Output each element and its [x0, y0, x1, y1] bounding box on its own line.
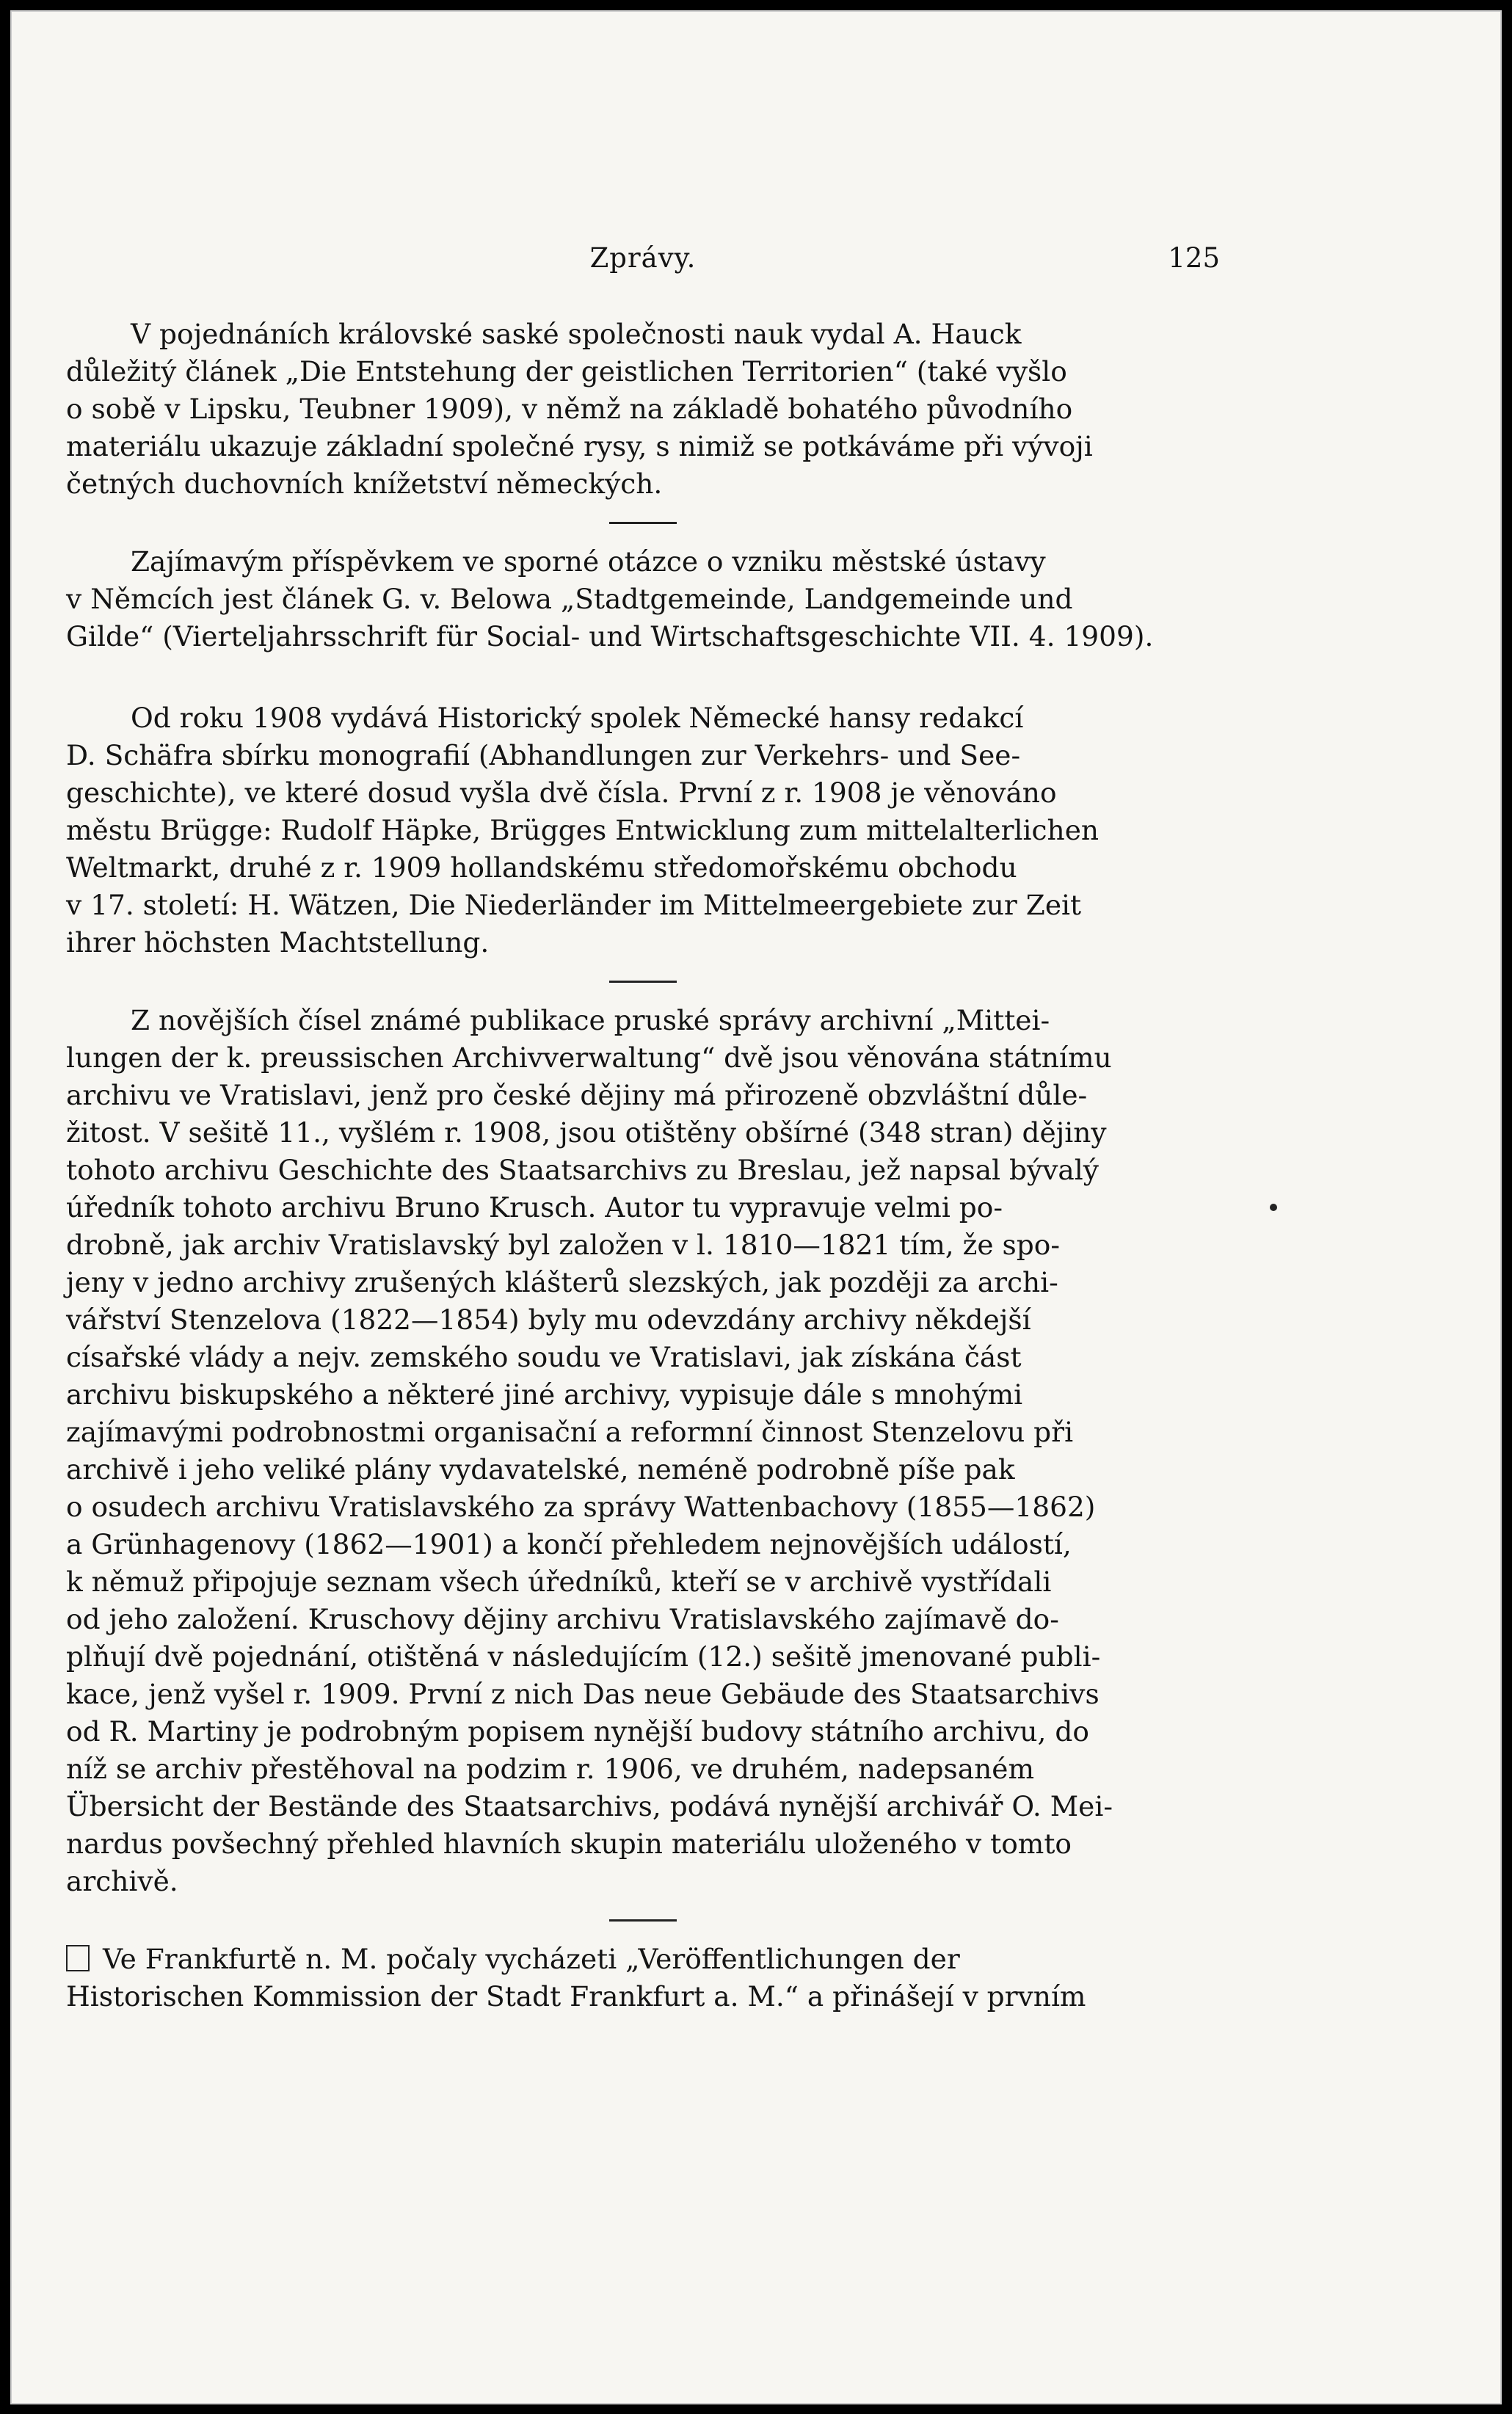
- running-head: [66, 242, 1220, 286]
- page-number: 125: [1168, 242, 1220, 274]
- text-line: [66, 1941, 1220, 1978]
- text-line: Übersicht der Bestände des Staatsarchivs, podává nynější archivář O. Mei-: [66, 1790, 1113, 1822]
- margin-mark: [1270, 1204, 1277, 1211]
- text-line: od jeho založení. Kruschovy dějiny archivu Vratislavského zajímavě do-: [66, 1603, 1059, 1635]
- text-line: lungen der k. preussischen Archivverwaltung“ dvě jsou věnována státnímu: [66, 1041, 1112, 1074]
- text-line: archivě i jeho veliké plány vydavatelské, neméně podrobně píše pak: [66, 1453, 1015, 1486]
- library-stamp-icon: [66, 1945, 90, 1971]
- text-line: jeny v jedno archivy zrušených klášterů slezských, jak později za archi-: [66, 1266, 1058, 1298]
- text-line: tohoto archivu Geschichte des Staatsarchivs zu Breslau, jež napsal bývalý: [66, 1154, 1099, 1186]
- text-line: vářství Stenzelova (1822—1854) byly mu odevzdány archivy někdejší: [66, 1304, 1031, 1336]
- paragraph-4: [66, 1002, 1220, 1900]
- text-line: od R. Martiny je podrobným popisem nynější budovy státního archivu, do: [66, 1715, 1089, 1748]
- text-line: úředník tohoto archivu Bruno Krusch. Autor tu vypravuje velmi po-: [66, 1191, 1003, 1224]
- text-line: Z novějších čísel známé publikace pruské správy archivní „Mittei-: [131, 1004, 1050, 1036]
- page-title: Zprávy.: [589, 242, 697, 274]
- text-line: a Grünhagenovy (1862—1901) a končí přehledem nejnovějších událostí,: [66, 1528, 1072, 1560]
- text-line: žitost. V sešitě 11., vyšlém r. 1908, jsou otištěny obšírné (348 stran) dějiny: [66, 1116, 1107, 1149]
- section-divider: [609, 522, 677, 524]
- text-line: Historischen Kommission der Stadt Frankfurt a. M.“ a přinášejí v prvním: [66, 1980, 1086, 2013]
- page-content: [66, 242, 1220, 2015]
- paragraph-3: [66, 699, 1220, 961]
- section-divider: [609, 981, 677, 983]
- text-line: důležitý článek „Die Entstehung der geistlichen Territorien“ (také vyšlo: [66, 355, 1067, 388]
- text-line: nardus povšechný přehled hlavních skupin materiálu uloženého v tomto: [66, 1828, 1072, 1860]
- paragraph-2: [66, 543, 1220, 655]
- text-line: o sobě v Lipsku, Teubner 1909), v němž na základě bohatého původního: [66, 393, 1073, 425]
- text-line: D. Schäfra sbírku monografií (Abhandlungen zur Verkehrs- und See-: [66, 739, 1021, 771]
- text-line: archivu biskupského a některé jiné archivy, vypisuje dále s mnohými: [66, 1378, 1023, 1411]
- text-line: četných duchovních knížetství německých.: [66, 468, 663, 500]
- text-line-content: Ve Frankfurtě n. M. počaly vycházeti „Veröffentlichungen der: [103, 1943, 960, 1975]
- text-line: Zajímavým příspěvkem ve sporné otázce o vzniku městské ústavy: [131, 545, 1046, 578]
- text-line: Od roku 1908 vydává Historický spolek Německé hansy redakcí: [131, 702, 1024, 734]
- text-line: zajímavými podrobnostmi organisační a reformní činnost Stenzelovu při: [66, 1416, 1074, 1448]
- text-line: Weltmarkt, druhé z r. 1909 hollandskému středomořskému obchodu: [66, 851, 1017, 884]
- text-line: níž se archiv přestěhoval na podzim r. 1906, ve druhém, nadepsaném: [66, 1753, 1035, 1785]
- text-line: materiálu ukazuje základní společné rysy, s nimiž se potkáváme při vývoji: [66, 430, 1093, 462]
- text-line: plňují dvě pojednání, otištěná v následujícím (12.) sešitě jmenované publi-: [66, 1640, 1101, 1673]
- text-line: archivu ve Vratislavi, jenž pro české dějiny má přirozeně obzvláštní důle-: [66, 1079, 1088, 1111]
- paragraph-5: [66, 1941, 1220, 2015]
- text-line: geschichte), ve které dosud vyšla dvě čísla. První z r. 1908 je věnováno: [66, 777, 1057, 809]
- text-line: V pojednáních královské saské společnosti nauk vydal A. Hauck: [131, 318, 1022, 350]
- text-line: ihrer höchsten Machtstellung.: [66, 926, 490, 959]
- text-line: Gilde“ (Vierteljahrsschrift für Social- und Wirtschaftsgeschichte VII. 4. 1909).: [66, 620, 1154, 652]
- text-line: císařské vlády a nejv. zemského soudu ve Vratislavi, jak získána část: [66, 1341, 1022, 1373]
- text-line: k němuž připojuje seznam všech úředníků, kteří se v archivě vystřídali: [66, 1566, 1052, 1598]
- text-line: městu Brügge: Rudolf Häpke, Brügges Entwicklung zum mittelalterlichen: [66, 814, 1100, 846]
- text-line: o osudech archivu Vratislavského za správy Wattenbachovy (1855—1862): [66, 1491, 1096, 1523]
- paragraph-1: [66, 316, 1220, 503]
- text-line: drobně, jak archiv Vratislavský byl založen v l. 1810—1821 tím, že spo-: [66, 1229, 1061, 1261]
- text-line: archivě.: [66, 1865, 178, 1897]
- section-divider: [609, 1919, 677, 1922]
- text-line: v 17. století: H. Wätzen, Die Niederländer im Mittelmeergebiete zur Zeit: [66, 889, 1082, 921]
- text-line: kace, jenž vyšel r. 1909. První z nich Das neue Gebäude des Staatsarchivs: [66, 1678, 1100, 1710]
- text-line: v Němcích jest článek G. v. Belowa „Stadtgemeinde, Landgemeinde und: [66, 583, 1073, 615]
